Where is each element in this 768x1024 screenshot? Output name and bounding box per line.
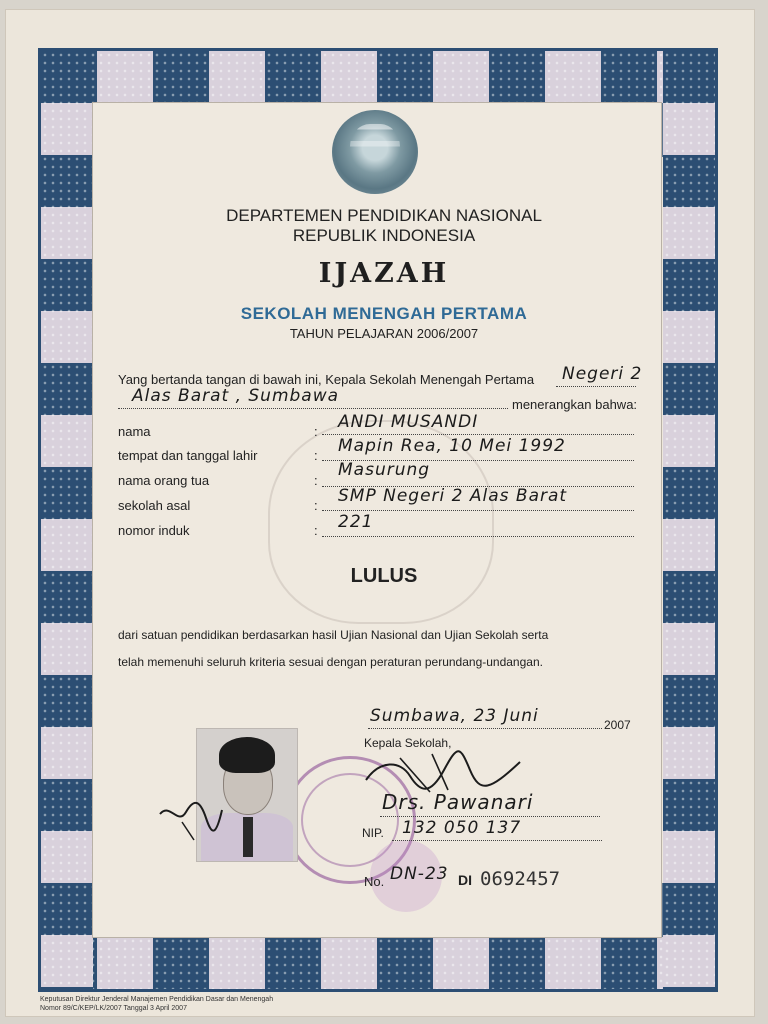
number-label: No. xyxy=(364,874,385,889)
result-text: LULUS xyxy=(350,565,418,587)
dotted-line xyxy=(322,536,634,537)
series-label: DI xyxy=(458,872,472,888)
location-handwritten: Alas Barat , Sumbawa xyxy=(132,386,340,406)
certificate-title: IJAZAH xyxy=(318,258,450,289)
photo-hair xyxy=(219,737,275,773)
border-bottom xyxy=(41,937,715,989)
field-value-name: ANDI MUSANDI xyxy=(338,412,479,432)
school-level: SEKOLAH MENENGAH PERTAMA xyxy=(240,304,528,323)
school-year: TAHUN PELAJARAN 2006/2007 xyxy=(289,326,479,341)
body-line-1: dari satuan pendidikan berdasarkan hasil Ujian Nasional dan Ujian Sekolah serta xyxy=(118,628,549,642)
body-line-2: telah memenuhi seluruh kriteria sesuai dengan peraturan perundang-undangan. xyxy=(118,655,543,669)
field-label-school: sekolah asal xyxy=(118,498,191,513)
department-title: DEPARTEMEN PENDIDIKAN NASIONAL xyxy=(226,206,542,225)
border-top xyxy=(41,51,715,103)
footer-line-1: Keputusan Direktur Jenderal Manajemen Pendidikan Dasar dan Menengah xyxy=(40,996,274,1003)
field-label-number: nomor induk xyxy=(118,523,190,538)
dotted-line xyxy=(392,840,602,841)
field-label-birth: tempat dan tanggal lahir xyxy=(118,448,258,463)
border-left xyxy=(41,51,93,989)
garuda-emblem xyxy=(332,110,418,194)
principal-name: Drs. Pawanari xyxy=(382,790,534,814)
school-name-handwritten: Negeri 2 xyxy=(562,364,643,384)
photo-tie xyxy=(243,817,253,857)
border-right xyxy=(663,51,715,989)
nip-label: NIP. xyxy=(362,826,384,840)
field-label-parent: nama orang tua xyxy=(118,473,210,488)
dotted-line xyxy=(380,816,600,817)
number-value: DN-23 xyxy=(390,864,449,884)
signature-year: 2007 xyxy=(604,718,631,732)
field-value-birth: Mapin Rea, 10 Mei 1992 xyxy=(338,436,566,456)
place-date-handwritten: Sumbawa, 23 Juni xyxy=(370,706,539,726)
dotted-line xyxy=(322,434,634,435)
nip-value: 132 050 137 xyxy=(402,818,522,838)
field-colon: : xyxy=(314,523,318,538)
field-label-name: nama xyxy=(118,424,151,439)
field-colon: : xyxy=(314,424,318,439)
field-colon: : xyxy=(314,498,318,513)
declares-text: menerangkan bahwa: xyxy=(512,397,638,412)
republic-title: REPUBLIK INDONESIA xyxy=(292,226,476,245)
serial-number: 0692457 xyxy=(480,868,561,890)
field-value-school: SMP Negeri 2 Alas Barat xyxy=(338,486,568,506)
field-value-number: 221 xyxy=(338,512,374,532)
field-colon: : xyxy=(314,473,318,488)
footer-line-2: Nomor 89/C/KEP/LK/2007 Tanggal 3 April 2007 xyxy=(40,1005,187,1012)
statement-intro: Yang bertanda tangan di bawah ini, Kepala Sekolah Menengah Pertama xyxy=(118,372,535,387)
student-signature xyxy=(156,796,226,846)
dotted-line xyxy=(556,386,636,387)
dotted-line xyxy=(368,728,602,729)
dotted-line xyxy=(118,408,508,409)
dotted-line xyxy=(322,510,634,511)
field-value-parent: Masurung xyxy=(338,460,431,480)
field-colon: : xyxy=(314,448,318,463)
signature-role: Kepala Sekolah, xyxy=(364,736,452,750)
